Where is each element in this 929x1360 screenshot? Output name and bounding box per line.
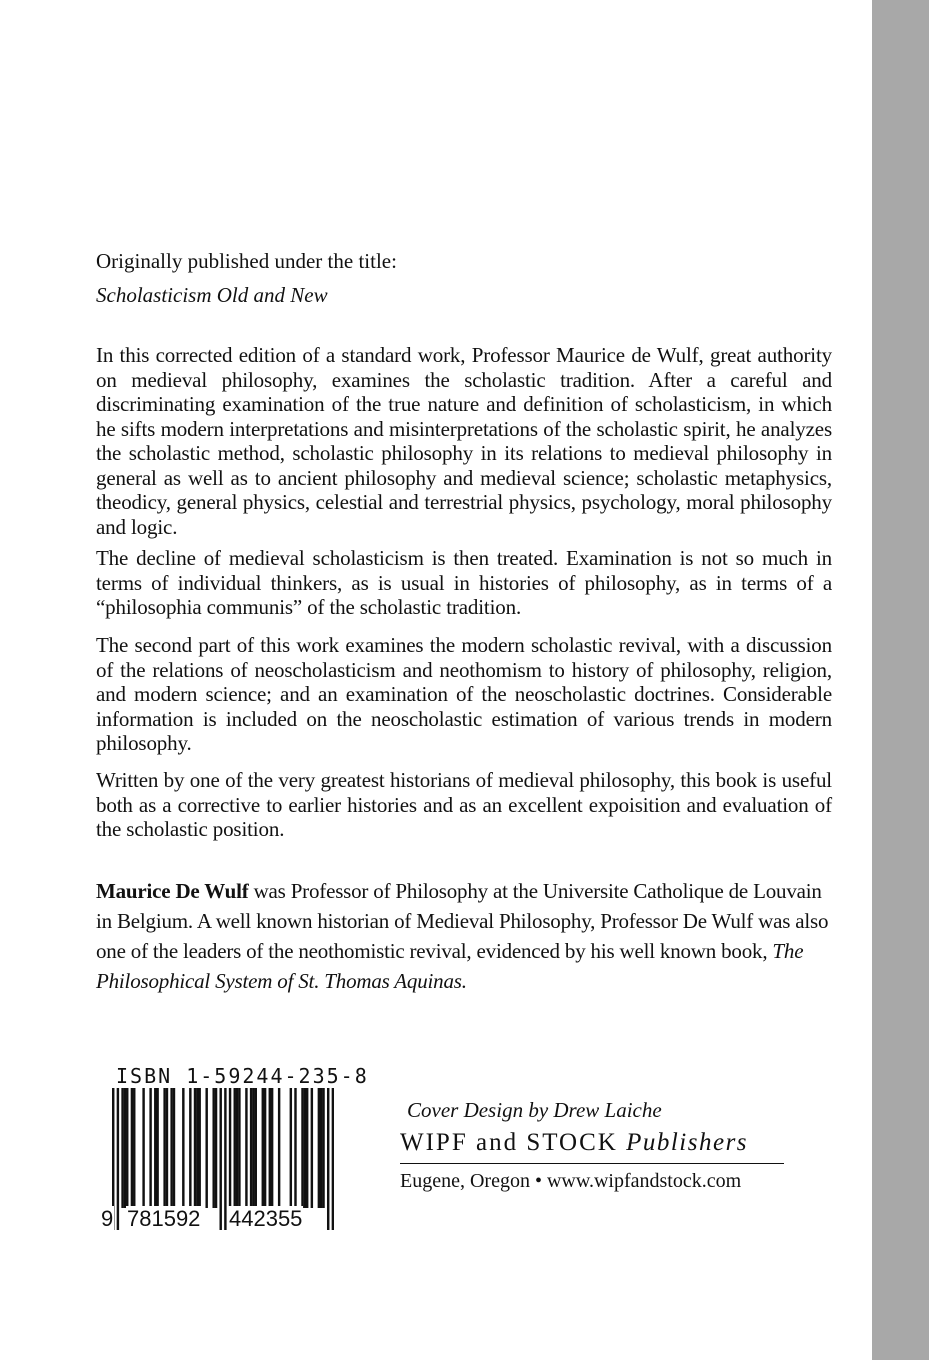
barcode-bar (322, 1088, 324, 1208)
barcode-bar (318, 1088, 320, 1208)
barcode-bar (262, 1088, 264, 1208)
barcode-bar (250, 1088, 252, 1208)
original-title: Scholasticism Old and New (96, 283, 328, 307)
barcode-bar (156, 1088, 158, 1208)
spine-edge-strip (872, 0, 929, 1360)
barcode-bar (194, 1088, 196, 1208)
barcode-digits-right: 442355 (229, 1206, 303, 1231)
barcode-bar (224, 1088, 226, 1230)
barcode-bar (234, 1088, 236, 1208)
barcode-bar (212, 1088, 214, 1208)
barcode-bar (229, 1088, 231, 1208)
barcode-bar (205, 1088, 207, 1208)
barcode-bar (264, 1088, 266, 1208)
barcode-digit-lead: 9 (101, 1206, 114, 1231)
barcode-bar (198, 1088, 200, 1208)
original-title-block (96, 244, 832, 312)
barcode-bar (149, 1088, 151, 1208)
barcode-bar (238, 1088, 240, 1208)
barcode-bar (278, 1088, 280, 1208)
barcode-bar (154, 1088, 156, 1208)
barcode-bar (311, 1088, 313, 1208)
barcode-bar (170, 1088, 172, 1208)
barcode-bar (320, 1088, 322, 1208)
barcode-digits-left: 781592 (127, 1206, 201, 1231)
barcode-bar (252, 1088, 254, 1208)
author-book-title: The Philosophical System of St. Thomas Aquinas. (96, 939, 804, 993)
barcode-bar (126, 1088, 128, 1208)
barcode-bar (294, 1088, 296, 1208)
barcode-bar (215, 1088, 217, 1208)
barcode-bar (271, 1088, 273, 1208)
publisher-name (400, 1126, 784, 1164)
barcode-bar (124, 1088, 126, 1208)
description-paragraph: The second part of this work examines the modern scholastic revival, with a discussion of the relations of neoscholasticism and neothomism to history of philosophy, religion, and modern science; and an examination of the neoscholastic doctrines. Considerable information is included on the neoscholastic estimation of various trends in modern philosophy. (96, 633, 832, 755)
barcode-bar (173, 1088, 175, 1208)
cover-design-credit: Cover Design by Drew Laiche (407, 1098, 662, 1122)
barcode-bar (332, 1088, 334, 1230)
original-title-label: Originally published under the title: (96, 249, 397, 273)
author-bio (96, 876, 836, 996)
description-paragraph: In this corrected edition of a standard work, Professor Maurice de Wulf, great authority on medieval philosophy, examines the scholastic tradition. After a careful and discriminating examination of the true nature and definition of scholasticism, in which he sifts modern interpretations and misinterpretations of the scholastic spirit, he analyzes the scholastic method, scholastic philosophy in its relations to medieval philosophy in general as well as to ancient philosophy and medieval science; scholastic metaphysics, theodicy, general physics, celestial and terrestrial physics, psychology, moral philosophy and logic. (96, 343, 832, 539)
publisher-name-main: WIPF and STOCK (400, 1129, 618, 1156)
publisher-name-tail: Publishers (626, 1129, 749, 1156)
description-paragraph: The decline of medieval scholasticism is then treated. Examination is not so much in terms of individual thinkers, as is usual in histories of philosophy, as in terms of a “philosophia communis” of the scholastic tradition. (96, 546, 832, 619)
publisher-block (400, 1096, 784, 1196)
barcode-bar (121, 1088, 123, 1208)
barcode-bar (301, 1088, 303, 1208)
barcode-bar (245, 1088, 247, 1208)
barcode-bar (290, 1088, 292, 1208)
isbn-label: ISBN 1-59244-235-8 (116, 1064, 369, 1088)
barcode-bar (117, 1088, 119, 1230)
barcode-bar (182, 1088, 184, 1208)
barcode-bar (255, 1088, 257, 1208)
description-paragraph: Written by one of the very greatest historians of medieval philosophy, this book is useful both as a corrective to earlier histories and as an excellent expoisition and evaluation of the scholastic position. (96, 768, 832, 841)
barcode-bar (269, 1088, 271, 1208)
author-name: Maurice De Wulf (96, 879, 249, 903)
barcode-bar (196, 1088, 198, 1208)
barcode-bar (219, 1088, 221, 1230)
barcode-bar (236, 1088, 238, 1208)
barcode-bar (189, 1088, 191, 1208)
barcode-bar (166, 1088, 168, 1208)
barcode-bar (142, 1088, 144, 1208)
barcode-bar (327, 1088, 329, 1230)
barcode-bar (306, 1088, 308, 1208)
barcode-bar (131, 1088, 133, 1208)
barcode-bar (304, 1088, 306, 1208)
author-bio-text: was Professor of Philosophy at the Universite Catholique de Louvain in Belgium. A well known historian of Medieval Philosophy, Professor De Wulf was also one of the leaders of the neothomistic revival, evidenced by his well known book, (96, 879, 829, 963)
barcode-bar (163, 1088, 165, 1208)
barcode-bar (133, 1088, 135, 1208)
publisher-address: Eugene, Oregon • www.wipfandstock.com (400, 1170, 742, 1192)
